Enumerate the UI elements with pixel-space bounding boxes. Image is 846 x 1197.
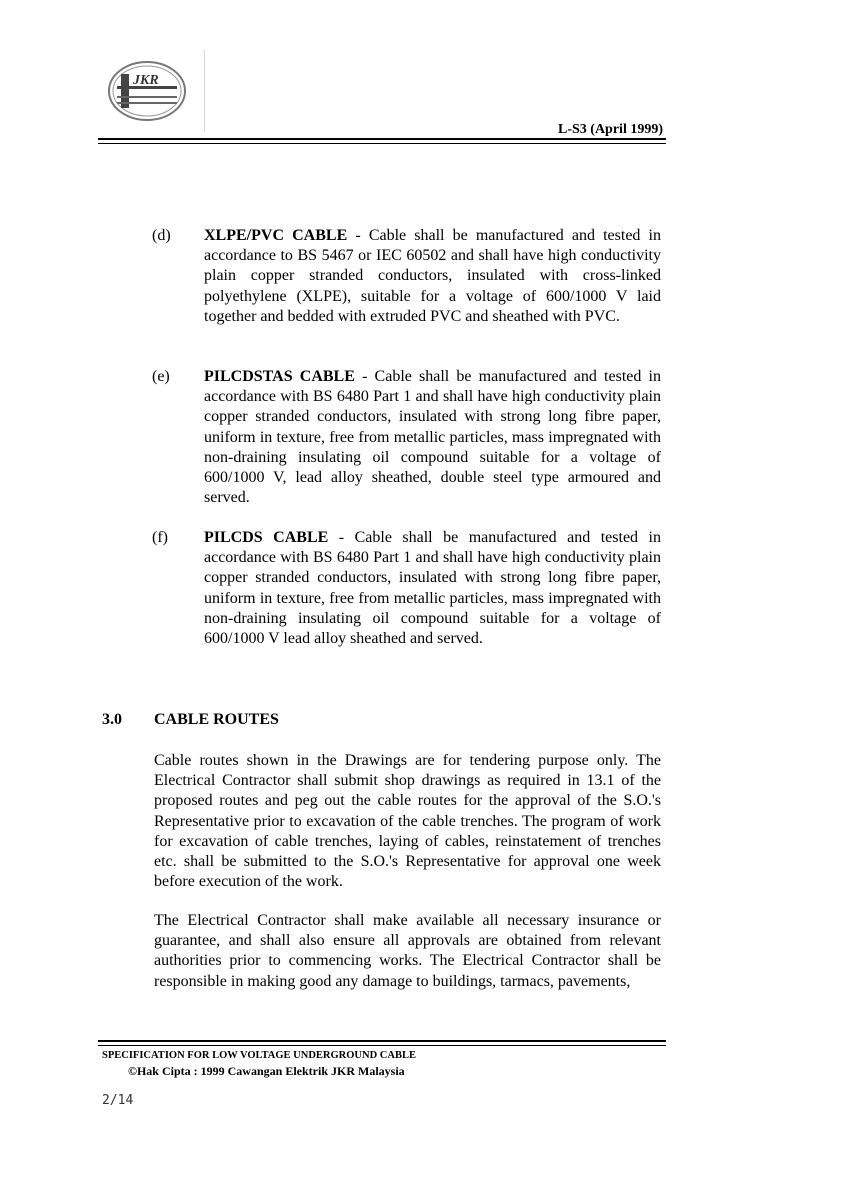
- header-rule-thin: [98, 143, 666, 144]
- item-title: PILCDS CABLE: [204, 529, 329, 546]
- logo-text: JKR: [133, 73, 159, 88]
- list-item: [152, 528, 661, 649]
- document-code: L-S3 (April 1999): [558, 122, 663, 137]
- footer-rule-thin: [98, 1045, 666, 1046]
- header-rule-thick: [98, 138, 666, 140]
- item-title: XLPE/PVC CABLE: [204, 227, 348, 244]
- item-label: (f): [152, 529, 168, 546]
- item-text: [204, 367, 661, 508]
- footer-copyright: ©Hak Cipta : 1999 Cawangan Elektrik JKR Malaysia: [128, 1064, 405, 1078]
- header-divider: [204, 50, 205, 132]
- item-body: - Cable shall be manufactured and tested in accordance to BS 5467 or IEC 60502 and shall have high conductivity plain copper stranded conductors, insulated with cross-linked polyethylene (XLPE), suitable for a voltage of 600/1000 V laid together and bedded with extruded PVC and sheathed with PVC.: [204, 227, 661, 325]
- item-label: (d): [152, 227, 171, 244]
- item-text: [204, 528, 661, 649]
- footer-spec-title: SPECIFICATION FOR LOW VOLTAGE UNDERGROUND CABLE: [102, 1050, 416, 1061]
- paragraph: Cable routes shown in the Drawings are for tendering purpose only. The Electrical Contractor shall submit shop drawings as required in 13.1 of the proposed routes and peg out the cable routes for the approval of the S.O.'s Representative prior to excavation of the cable trenches. The program of work for excavation of cable trenches, laying of cables, reinstatement of trenches etc. shall be submitted to the S.O.'s Representative for approval one week before execution of the work.: [154, 752, 661, 891]
- section-number: 3.0: [102, 711, 122, 728]
- section-title: CABLE ROUTES: [154, 711, 279, 728]
- jkr-logo: [107, 60, 187, 122]
- footer-rule-thick: [98, 1040, 666, 1042]
- page-number: 2/14: [102, 1093, 134, 1108]
- item-body: - Cable shall be manufactured and tested in accordance with BS 6480 Part 1 and shall have high conductivity plain copper stranded conductors, insulated with strong long fibre paper, uniform in texture, free from metallic particles, mass impregnated with non-draining insulating oil compound suitable for a voltage of 600/1000 V lead alloy sheathed and served.: [204, 529, 661, 648]
- list-item: [152, 226, 661, 327]
- item-label: (e): [152, 368, 170, 385]
- item-title: PILCDSTAS CABLE: [204, 368, 355, 385]
- item-body: - Cable shall be manufactured and tested in accordance with BS 6480 Part 1 and shall have high conductivity plain copper stranded conductors, insulated with strong long fibre paper, uniform in texture, free from metallic particles, mass impregnated with non-draining insulating oil compound suitable for a voltage of 600/1000 V, lead alloy sheathed, double steel type armoured and served.: [204, 368, 661, 507]
- paragraph: The Electrical Contractor shall make available all necessary insurance or guarantee, and shall also ensure all approvals are obtained from relevant authorities prior to commencing works. The Electrical Contractor shall be responsible in making good any damage to buildings, tarmacs, pavements,: [154, 912, 661, 990]
- item-text: [204, 226, 661, 327]
- list-item: [152, 367, 661, 508]
